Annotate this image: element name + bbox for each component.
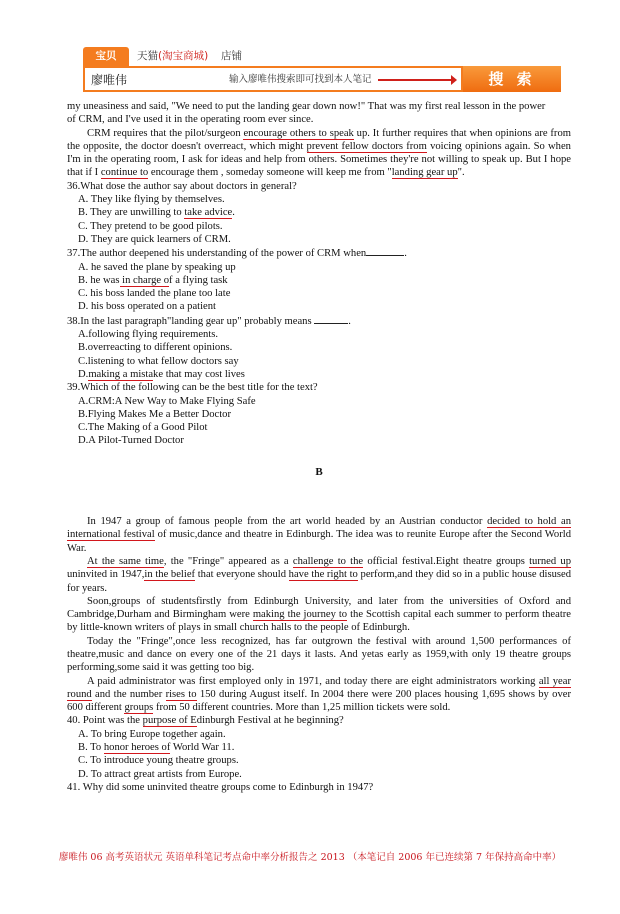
answer-option: A.CRM:A New Way to Make Flying Safe <box>78 395 256 407</box>
text-run: . <box>348 315 351 327</box>
answer-option <box>67 368 571 381</box>
arrow-right-icon <box>378 79 452 81</box>
text-run: 38.In the last paragraph"landing gear up" probably means <box>67 315 315 327</box>
text-run: . <box>232 207 235 219</box>
answer-option: A. They like flying by themselves. <box>78 194 225 206</box>
document-body <box>67 100 571 794</box>
search-hint: 输入廖唯伟搜索即可找到本人笔记 <box>229 74 372 85</box>
paragraph: of CRM, and I've used it in the operating room ever since. <box>67 114 314 126</box>
section-heading: B <box>315 465 323 478</box>
underlined-phrase: making a mista <box>88 368 154 380</box>
paragraph: Today the "Fringe",once less recognized, has far outgrown the festival with around 1,500 performances of theatre,music and dance on every one of the 21 days it lasts. And yetas early as 1959,with only 19 theatre groups performing,some said it was getting too big. <box>67 635 571 674</box>
search-value: 廖唯伟 <box>91 73 128 87</box>
tab-shop[interactable]: 店铺 <box>221 50 242 62</box>
paragraph <box>67 595 571 635</box>
question-stem <box>67 714 571 727</box>
answer-option: D. To attract great artists from Europe. <box>78 768 242 780</box>
text-run: 150 during August itself. In 2004 there were 200 places housing 1,695 shows by over 600 different <box>67 688 571 714</box>
answer-option: D. They are quick learners of CRM. <box>78 233 231 245</box>
text-run: CRM requires that the pilot/surgeon <box>87 127 244 139</box>
answer-option <box>67 274 571 287</box>
text-run: In 1947 a group of famous people from the art world headed by an Austrian conductor <box>87 516 488 528</box>
text-run: encourage them , someday someone will keep me from " <box>148 167 392 179</box>
text-run: World War 11. <box>170 742 235 754</box>
tab-tmall-label: 天猫 <box>137 50 158 62</box>
tab-tmall-sub: (淘宝商城) <box>158 50 209 62</box>
answer-option: A. To bring Europe together again. <box>78 728 226 740</box>
underlined-phrase: groups <box>124 702 154 714</box>
question-stem: 39.Which of the following can be the best title for the text? <box>67 382 318 394</box>
search-input[interactable] <box>83 66 463 92</box>
question-stem <box>67 314 571 328</box>
paragraph <box>67 555 571 595</box>
answer-option: C. his boss landed the plane too late <box>78 288 231 300</box>
text-run: A paid administrator was first employed only in 1971, and today there are eight administrators working <box>87 675 539 687</box>
text-run: B. he was <box>78 274 120 286</box>
underlined-phrase: decided to hold an international festival <box>67 516 571 541</box>
text-run: 40. Point was the <box>67 715 143 727</box>
answer-blank <box>314 314 348 324</box>
tab-item[interactable]: 宝贝 <box>83 47 129 66</box>
text-run: of music,dance and theatre in Edinburgh. The idea was to reunite Europe after the Second World War. <box>67 529 571 554</box>
text-run: 37.The author deepened his understanding of the power of CRM when <box>67 248 367 260</box>
text-run: dinburgh Festival at he beginning? <box>196 715 344 727</box>
underlined-phrase: take advice <box>184 207 233 219</box>
text-run: from 50 different countries. More than 1,25 million tickets were sold. <box>153 702 451 714</box>
text-run: Soon,groups of studentsfirstly from Edinburgh University, and later from the universities of Oxford and Cambridge,Durham and Birmingham were <box>67 595 571 621</box>
text-run: the Scottish capital each summer to perform theatre by little-known writers of plays in small church halls to the people of Edinburgh. <box>67 609 571 634</box>
search-button[interactable]: 搜 索 <box>463 66 561 92</box>
answer-option: D. his boss operated on a patient <box>78 301 216 313</box>
answer-option: C.listening to what fellow doctors say <box>78 355 239 367</box>
underlined-phrase: purpose of E <box>142 715 197 727</box>
answer-option <box>67 741 571 754</box>
question-stem <box>67 246 571 260</box>
underlined-phrase: honor heroes of <box>103 742 171 754</box>
text-run: B. They are unwilling to <box>78 207 185 219</box>
underlined-phrase: At the same time <box>87 555 164 567</box>
underlined-phrase: have the right to <box>288 569 358 581</box>
text-run: ". <box>457 167 465 179</box>
question-stem: 36.What dose the author say about doctors in general? <box>67 180 297 192</box>
text-run: D. <box>78 368 89 380</box>
text-run: perform,and they did so in a public house disused for years. <box>67 569 571 594</box>
paragraph <box>67 675 571 715</box>
page-footer: 廖唯伟 06 高考英语状元 英语单科笔记考点命中率分析报告之 2013 （本笔记自 2006 年已连续第 7 年保持高命中率） <box>58 852 562 863</box>
underlined-phrase: making the journey to <box>252 609 348 621</box>
answer-option <box>67 206 571 219</box>
paragraph <box>67 515 571 555</box>
text-run: f a flying task <box>169 274 228 286</box>
answer-option: C.The Making of a Good Pilot <box>78 422 208 434</box>
question-stem: 41. Why did some uninvited theatre groups come to Edinburgh in 1947? <box>67 781 374 793</box>
text-run: B. To <box>78 742 104 754</box>
search-tabs <box>83 44 561 66</box>
underlined-phrase: rises to <box>165 688 197 700</box>
text-run: ke that may cost lives <box>153 368 245 380</box>
paragraph: my uneasiness and said, "We need to put the landing gear down now!" That was my first real lesson in the power <box>67 101 546 112</box>
text-run: uninvited in 1947, <box>67 569 145 581</box>
answer-option: B.overreacting to different opinions. <box>78 342 233 354</box>
search-banner <box>83 44 561 94</box>
underlined-phrase: all year round <box>67 675 571 700</box>
text-run: that everyone should <box>195 569 289 581</box>
text-run: . <box>404 248 407 260</box>
answer-blank <box>366 246 404 256</box>
answer-option: A. he saved the plane by speaking up <box>78 261 236 273</box>
text-run: voicing opinions again. So when I'm in the operating room, I ask for ideas and help from others. Sometimes they're not willing to speak up. But I hope that if I <box>67 140 571 179</box>
text-run: up. It further requires that when opinions are from the opposite, the doctor doesn't overreact, which might <box>67 127 571 152</box>
underlined-phrase: landing gear up <box>391 167 458 179</box>
underlined-phrase: encourage others to speak <box>243 127 354 139</box>
underlined-phrase: in charge o <box>119 274 170 286</box>
text-run: , the "Fringe" appeared as a <box>163 555 293 567</box>
answer-option: C. To introduce young theatre groups. <box>78 755 239 767</box>
underlined-phrase: challenge to the <box>292 555 364 567</box>
answer-option: C. They pretend to be good pilots. <box>78 220 223 232</box>
answer-option: A.following flying requirements. <box>78 329 219 341</box>
answer-option: B.Flying Makes Me a Better Doctor <box>78 408 231 420</box>
text-run: official festival.Eight theatre groups <box>363 555 530 567</box>
underlined-phrase: in the belief <box>144 569 196 581</box>
tab-tmall[interactable] <box>137 47 208 66</box>
text-run: and the number <box>91 688 166 700</box>
paragraph <box>67 127 571 180</box>
answer-option: D.A Pilot-Turned Doctor <box>78 435 184 447</box>
underlined-phrase: turned up <box>529 555 571 567</box>
underlined-phrase: continue to <box>100 167 149 179</box>
underlined-phrase: prevent fellow doctors from <box>306 140 427 152</box>
